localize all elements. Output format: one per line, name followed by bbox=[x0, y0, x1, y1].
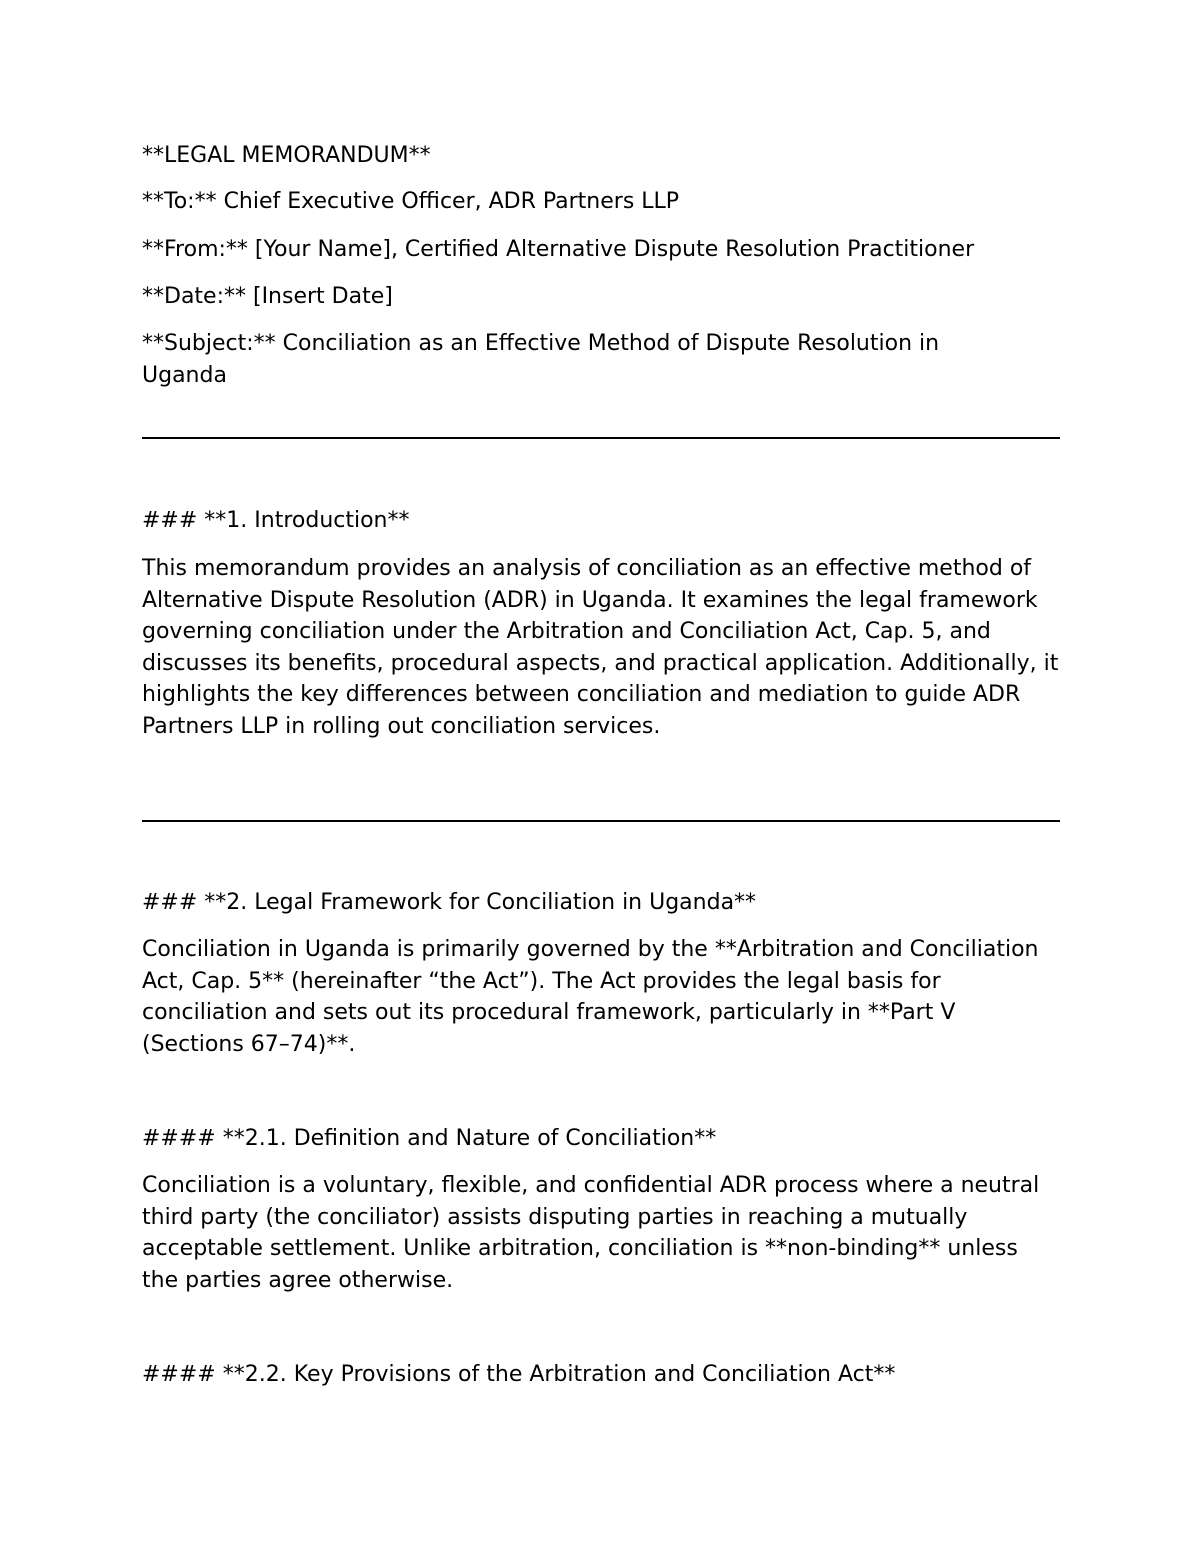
subsection-heading-key-provisions: #### **2.2. Key Provisions of the Arbitration and Conciliation Act** bbox=[142, 1362, 896, 1387]
memo-from: **From:** [Your Name], Certified Alternative Dispute Resolution Practitioner bbox=[142, 237, 975, 262]
memo-subject: **Subject:** Conciliation as an Effective Method of Dispute Resolution in Uganda bbox=[142, 331, 940, 388]
section-body-legal-framework: Conciliation in Uganda is primarily governed by the **Arbitration and Conciliation Act, Cap. 5** (hereinafter “the Act”). The Act provides the legal basis for conciliation and sets out its procedural framework, particularly in **Part V (Sections 67–74)**. bbox=[142, 937, 1039, 1057]
subsection-heading-definition: #### **2.1. Definition and Nature of Conciliation** bbox=[142, 1126, 717, 1151]
subsection-body-definition: Conciliation is a voluntary, flexible, and confidential ADR process where a neutral third party (the conciliator) assists disputing parties in reaching a mutually acceptable settlement. Unlike arbitration, conciliation is **non-binding** unless the parties agree otherwise. bbox=[142, 1173, 1040, 1293]
section-heading-legal-framework: ### **2. Legal Framework for Conciliation in Uganda** bbox=[142, 890, 757, 915]
memo-to: **To:** Chief Executive Officer, ADR Partners LLP bbox=[142, 189, 680, 214]
memo-page bbox=[142, 0, 1060, 1553]
section-heading-introduction: ### **1. Introduction** bbox=[142, 508, 410, 533]
divider bbox=[142, 820, 1060, 822]
memo-date: **Date:** [Insert Date] bbox=[142, 284, 393, 309]
section-body-introduction: This memorandum provides an analysis of conciliation as an effective method of Alternative Dispute Resolution (ADR) in Uganda. It examines the legal framework governing conciliation under the Arbitration and Conciliation Act, Cap. 5, and discusses its benefits, procedural aspects, and practical application. Additionally, it highlights the key differences between conciliation and mediation to guide ADR Partners LLP in rolling out conciliation services. bbox=[142, 556, 1059, 739]
divider bbox=[142, 437, 1060, 439]
memo-title: **LEGAL MEMORANDUM** bbox=[142, 143, 431, 168]
